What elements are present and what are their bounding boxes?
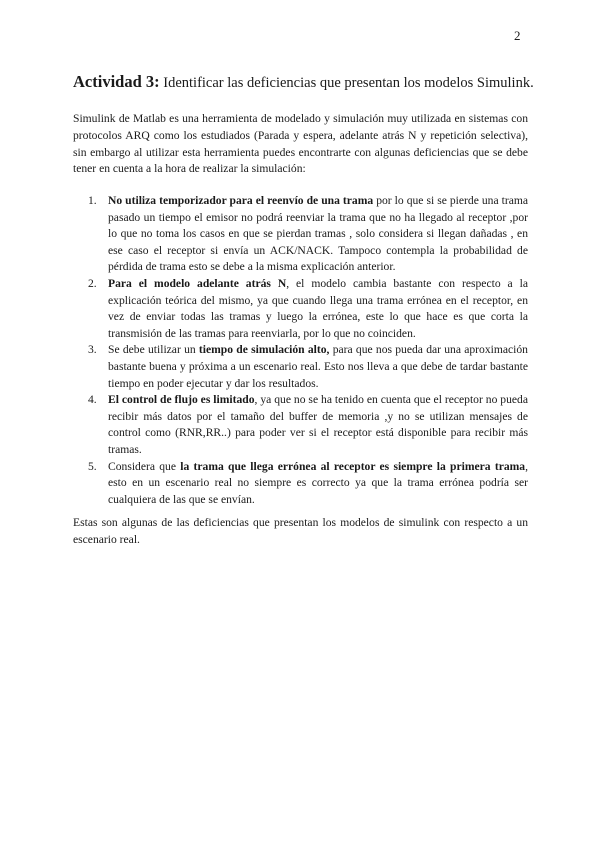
list-item: [88, 342, 528, 392]
list-item-text: [108, 342, 528, 392]
list-item-bold: tiempo de simulación alto,: [198, 343, 330, 357]
list-item-bold: El control de flujo es limitado: [108, 393, 255, 407]
list-item-bold: No utiliza temporizador para el reenvío de una trama: [108, 194, 374, 207]
list-item-text: [108, 392, 528, 458]
list-item-post: para que nos pueda dar una aproximación bastante buena y próxima a un escenario real. Esto nos lleva a que debe de tardar bastante tiempo en poder ejecutar y dar los resultados.: [108, 343, 528, 390]
list-item: [88, 459, 528, 509]
list-item-number: 2.: [88, 276, 97, 290]
page-number: 2: [514, 28, 521, 43]
list-item-text: [108, 459, 528, 509]
list-item-text: [108, 276, 528, 342]
list-item: [88, 276, 528, 342]
list-item-number: 4.: [88, 393, 97, 407]
activity-heading-label: Actividad 3:: [73, 72, 160, 91]
list-item-bold: la trama que llega errónea al receptor es siempre la primera trama: [180, 459, 526, 473]
activity-heading-title: Identificar las deficiencias que presentan los modelos Simulink.: [159, 75, 534, 91]
list-item-number: 1.: [88, 194, 97, 207]
list-item-post: , ya que no se ha tenido en cuenta que el receptor no pueda recibir más datos por el tamaño del buffer de memoria ,y no se utilizan mensajes de control como (RNR,RR..) para poder ver si el receptor está disponible para recibir más tramas.: [108, 393, 528, 456]
deficiency-list: [88, 193, 528, 508]
list-item: [88, 392, 528, 458]
list-item-post: por lo que si se pierde una trama pasado un tiempo el emisor no podrá reenviar la trama que no ha llegado al receptor ,por lo que no toma los casos en que se pierdan tramas , solo considera si llegan dañadas , en ese caso el receptor si envía un ACK/NACK. Tampoco contempla la probabilidad de pérdida de trama esto se debe a la misma explicación anterior.: [108, 194, 528, 274]
activity-heading: [73, 72, 543, 92]
intro-paragraph: Simulink de Matlab es una herramienta de modelado y simulación muy utilizada en sistemas con protocolos ARQ como los estudiados (Parada y espera, adelante atrás N y repetición selectiva), sin embargo al utilizar esta herramienta puedes encontrarte con algunas deficiencias que se debe tener en cuenta a la hora de realizar la simulación:: [73, 112, 528, 176]
list-item-post: , el modelo cambia bastante con respecto a la explicación teórica del mismo, ya que cuando llega una trama errónea en el receptor, en vez de enviar todas las tramas y luego la errónea, este lo que hace es que corta la transmisión de las tramas para reenviarla, por lo que no coinciden.: [108, 276, 528, 340]
list-item-text: [108, 193, 528, 276]
list-item-post: , esto en un escenario real no siempre es correcto ya que la trama errónea podría ser cualquiera de las que se envían.: [108, 459, 528, 506]
list-item: [88, 193, 528, 276]
list-item-pre: Se debe utilizar un: [108, 343, 199, 357]
closing-paragraph: Estas son algunas de las deficiencias que presentan los modelos de simulink con respecto a un escenario real.: [73, 516, 528, 546]
list-item-number: 5.: [88, 459, 97, 473]
list-item-number: 3.: [88, 343, 97, 357]
list-item-pre: Considera que: [108, 459, 181, 473]
list-item-bold: Para el modelo adelante atrás N: [108, 276, 287, 290]
